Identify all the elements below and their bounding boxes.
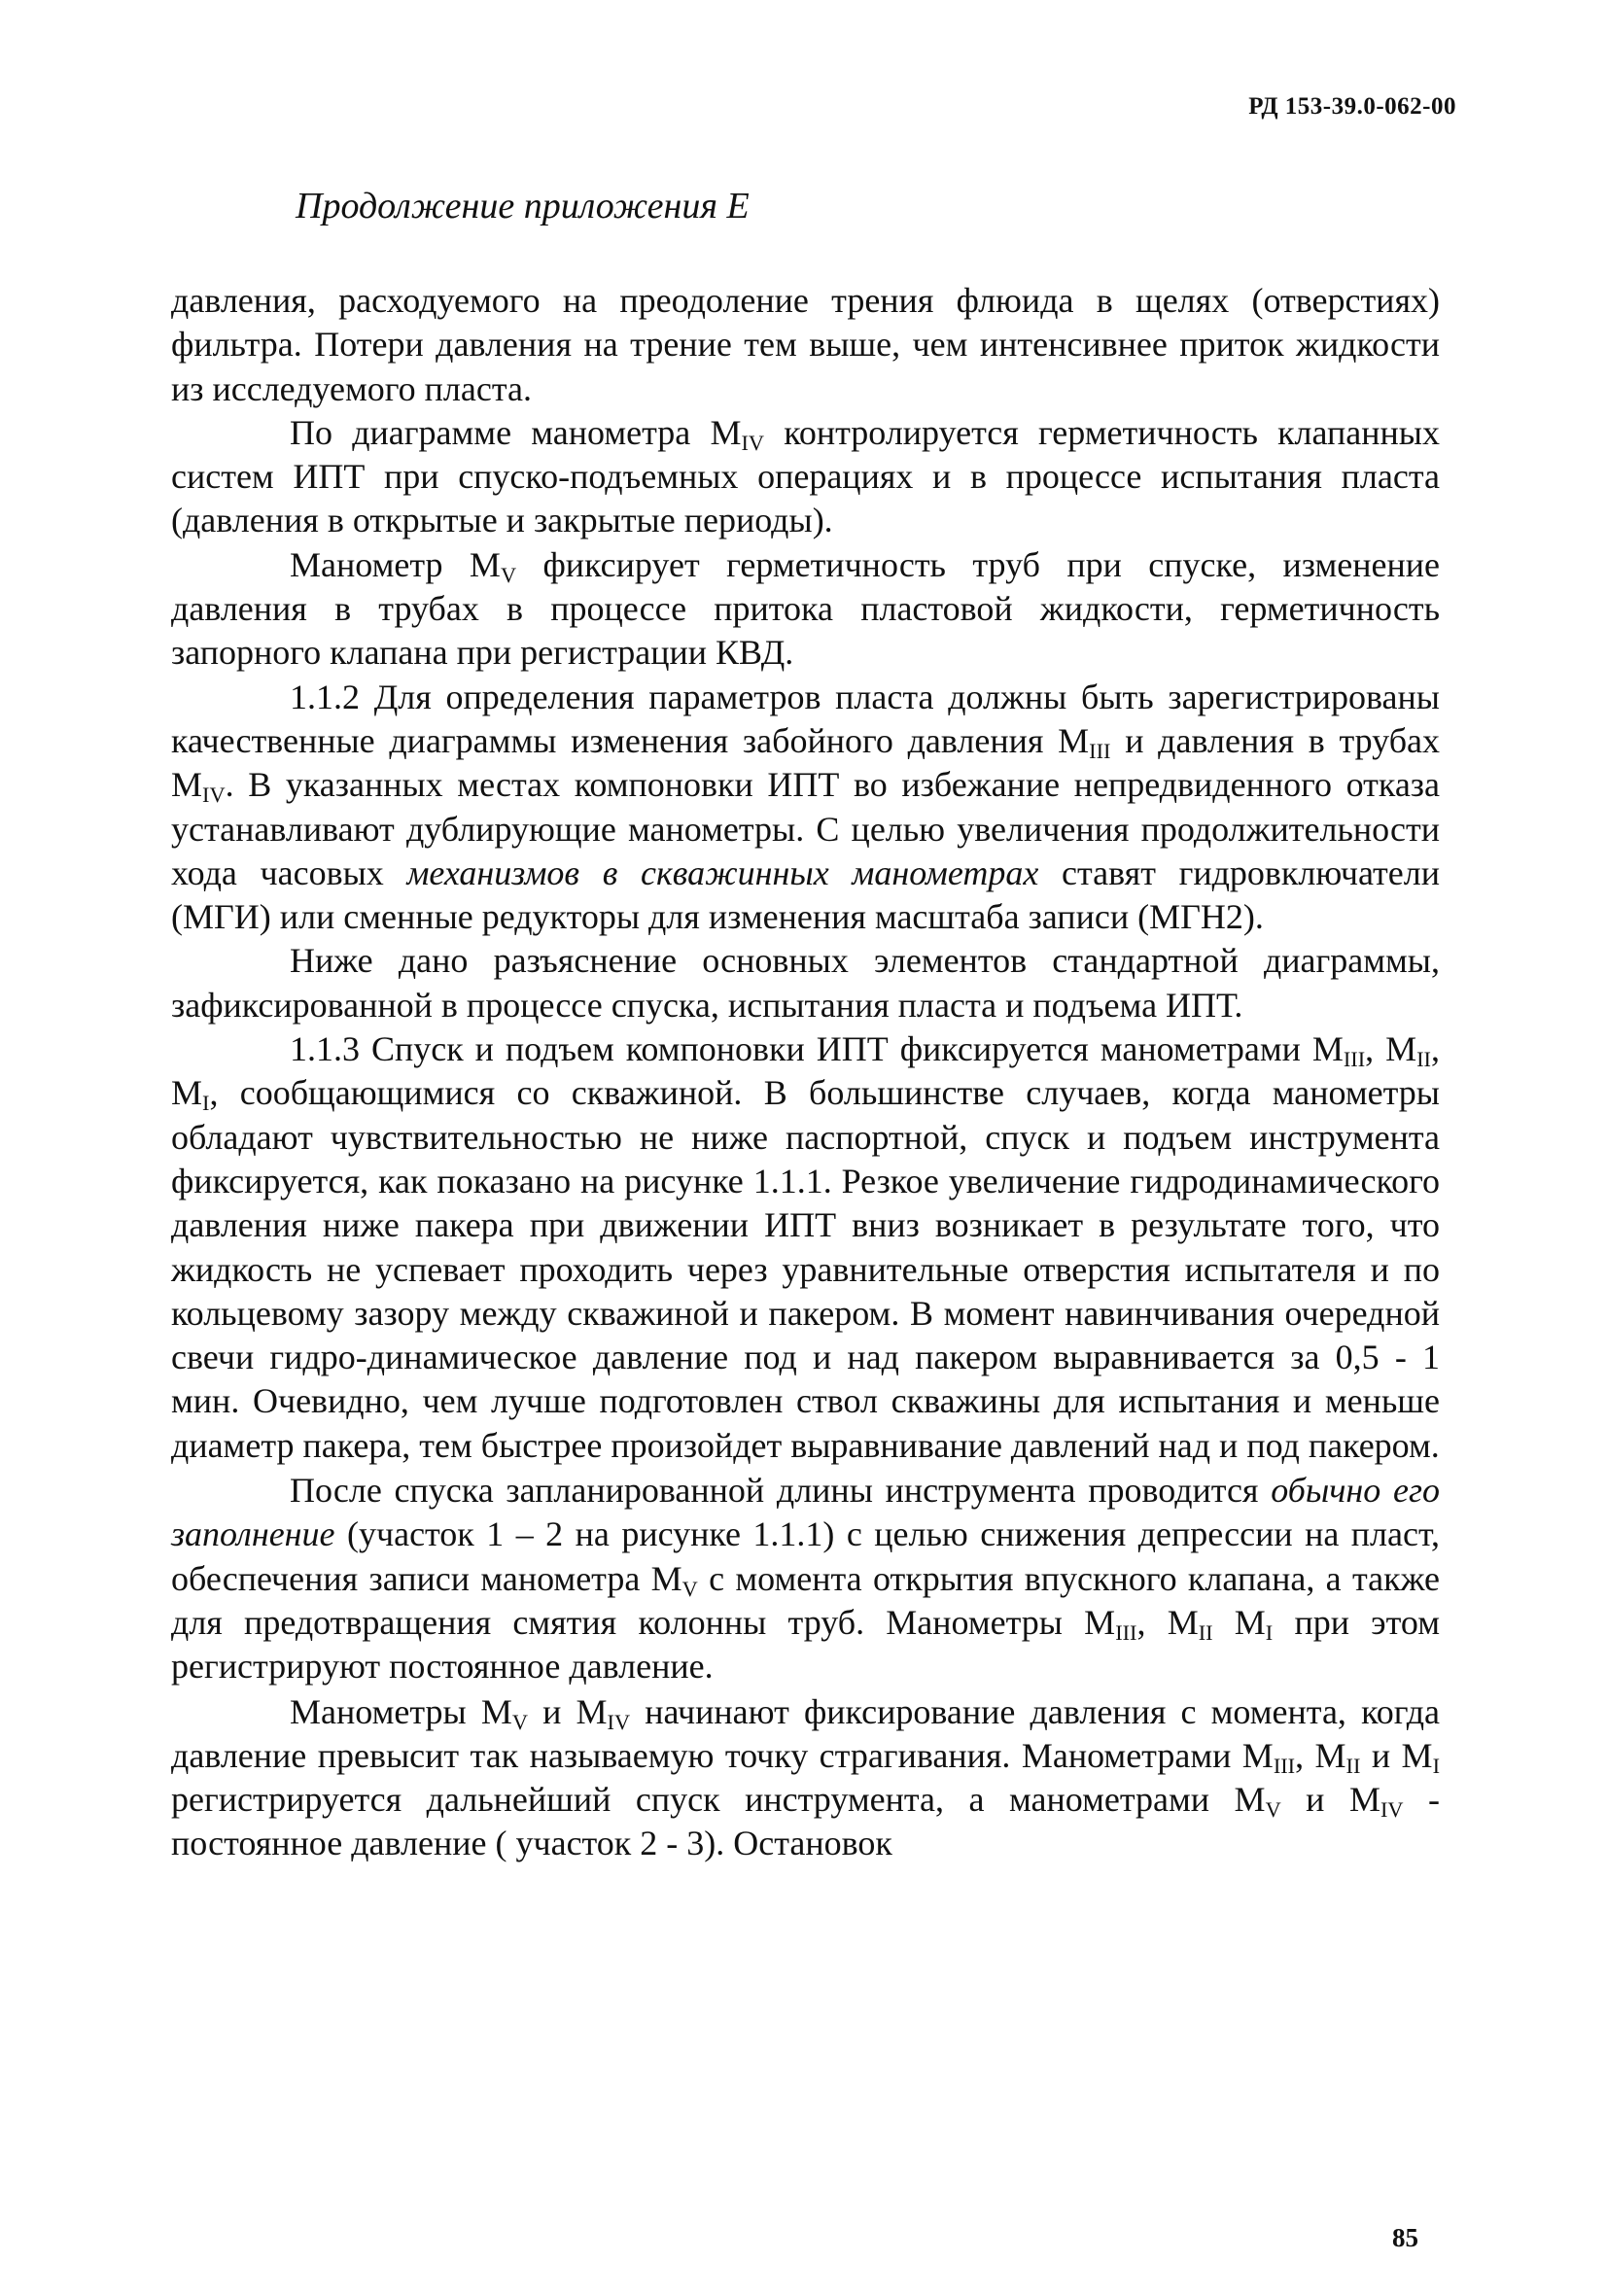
paragraph-7: После спуска запланированной длины инструмента проводится обычно его заполнение (участок 1 – 2 на рисунке 1.1.1) с целью снижения депрессии на пласт, обеспечения записи манометра $M_V$ с момента открытия впускного клапана, а также для предотвращения смятия колонны труб. Манометры $M_{III}$, $M_{II}$ $M_I$ при этом регистрируют постоянное давление. (171, 1471, 1441, 1687)
paragraph-5: Ниже дано разъяснение основных элементов стандартной диаграммы, зафиксированной в процессе спуска, испытания пласта и подъема ИПТ. (171, 941, 1440, 1025)
paragraph-4-section-1-1-2: 1.1.2 Для определения параметров пласта должны быть зарегистрированы качественные диаграммы изменения забойного давления $M_{III}$ и давления в трубах $M_{IV}$. В указанных местах компоновки ИПТ во избежание непредвиденного отказа устанавливают дублирующие манометры. С целью увеличения продолжительности хода часовых механизмов в скважинных манометрах ставят гидровключатели (МГИ) или сменные редукторы для изменения масштаба записи (МГН2). (171, 677, 1440, 937)
page-number: 85 (1392, 2223, 1418, 2252)
paragraph-8: Манометры $M_V$ и $M_{IV}$ начинают фиксирование давления с момента, когда давление превысит так называемую точку страгивания. Манометрами $M_{III}$, $M_{II}$ и $M_I$ регистрируется дальнейший спуск инструмента, а манометрами $M_V$ и $M_{IV}$ - постоянное давление ( участок 2 - 3). Остановок (171, 1691, 1441, 1863)
appendix-continuation-title: Продолжение приложения Е (296, 186, 750, 226)
paragraph-1: давления, расходуемого на преодоление трения флюида в щелях (отверстиях) фильтра. Потери давления на трение тем выше, чем интенсивнее приток жидкости из исследуемого пласта. (171, 281, 1440, 408)
body-text (171, 279, 1440, 1866)
paragraph-6-section-1-1-3: 1.1.3 Спуск и подъем компоновки ИПТ фиксируется манометрами $M_{III}$, $M_{II}$, $M_I$, сообщающимися со скважиной. В большинстве случаев, когда манометры обладают чувствительностью не ниже паспортной, спуск и подъем инструмента фиксируется, как показано на рисунке 1.1.1. Резкое увеличение гидродинамического давления ниже пакера при движении ИПТ вниз возникает в результате того, что жидкость не успевает проходить через уравнительные отверстия испытателя и по кольцевому зазору между скважиной и пакером. В момент навинчивания очередной свечи гидро-динамическое давление под и над пакером выравнивается за 0,5 - 1 мин. Очевидно, чем лучше подготовлен ствол скважины для испытания и меньше диаметр пакера, тем быстрее произойдет выравнивание давлений над и под пакером. (171, 1029, 1440, 1465)
document-code: РД 153-39.0-062-00 (1248, 93, 1456, 120)
paragraph-2: По диаграмме манометра $M_{IV}$ контролируется герметичность клапанных систем ИПТ при спуско-подъемных операциях и в процессе испытания пласта (давления в открытые и закрытые периоды). (171, 412, 1440, 540)
paragraph-3: Манометр $M_V$ фиксирует герметичность труб при спуске, изменение давления в трубах в процессе притока пластовой жидкости, герметичность запорного клапана при регистрации КВД. (171, 544, 1440, 673)
